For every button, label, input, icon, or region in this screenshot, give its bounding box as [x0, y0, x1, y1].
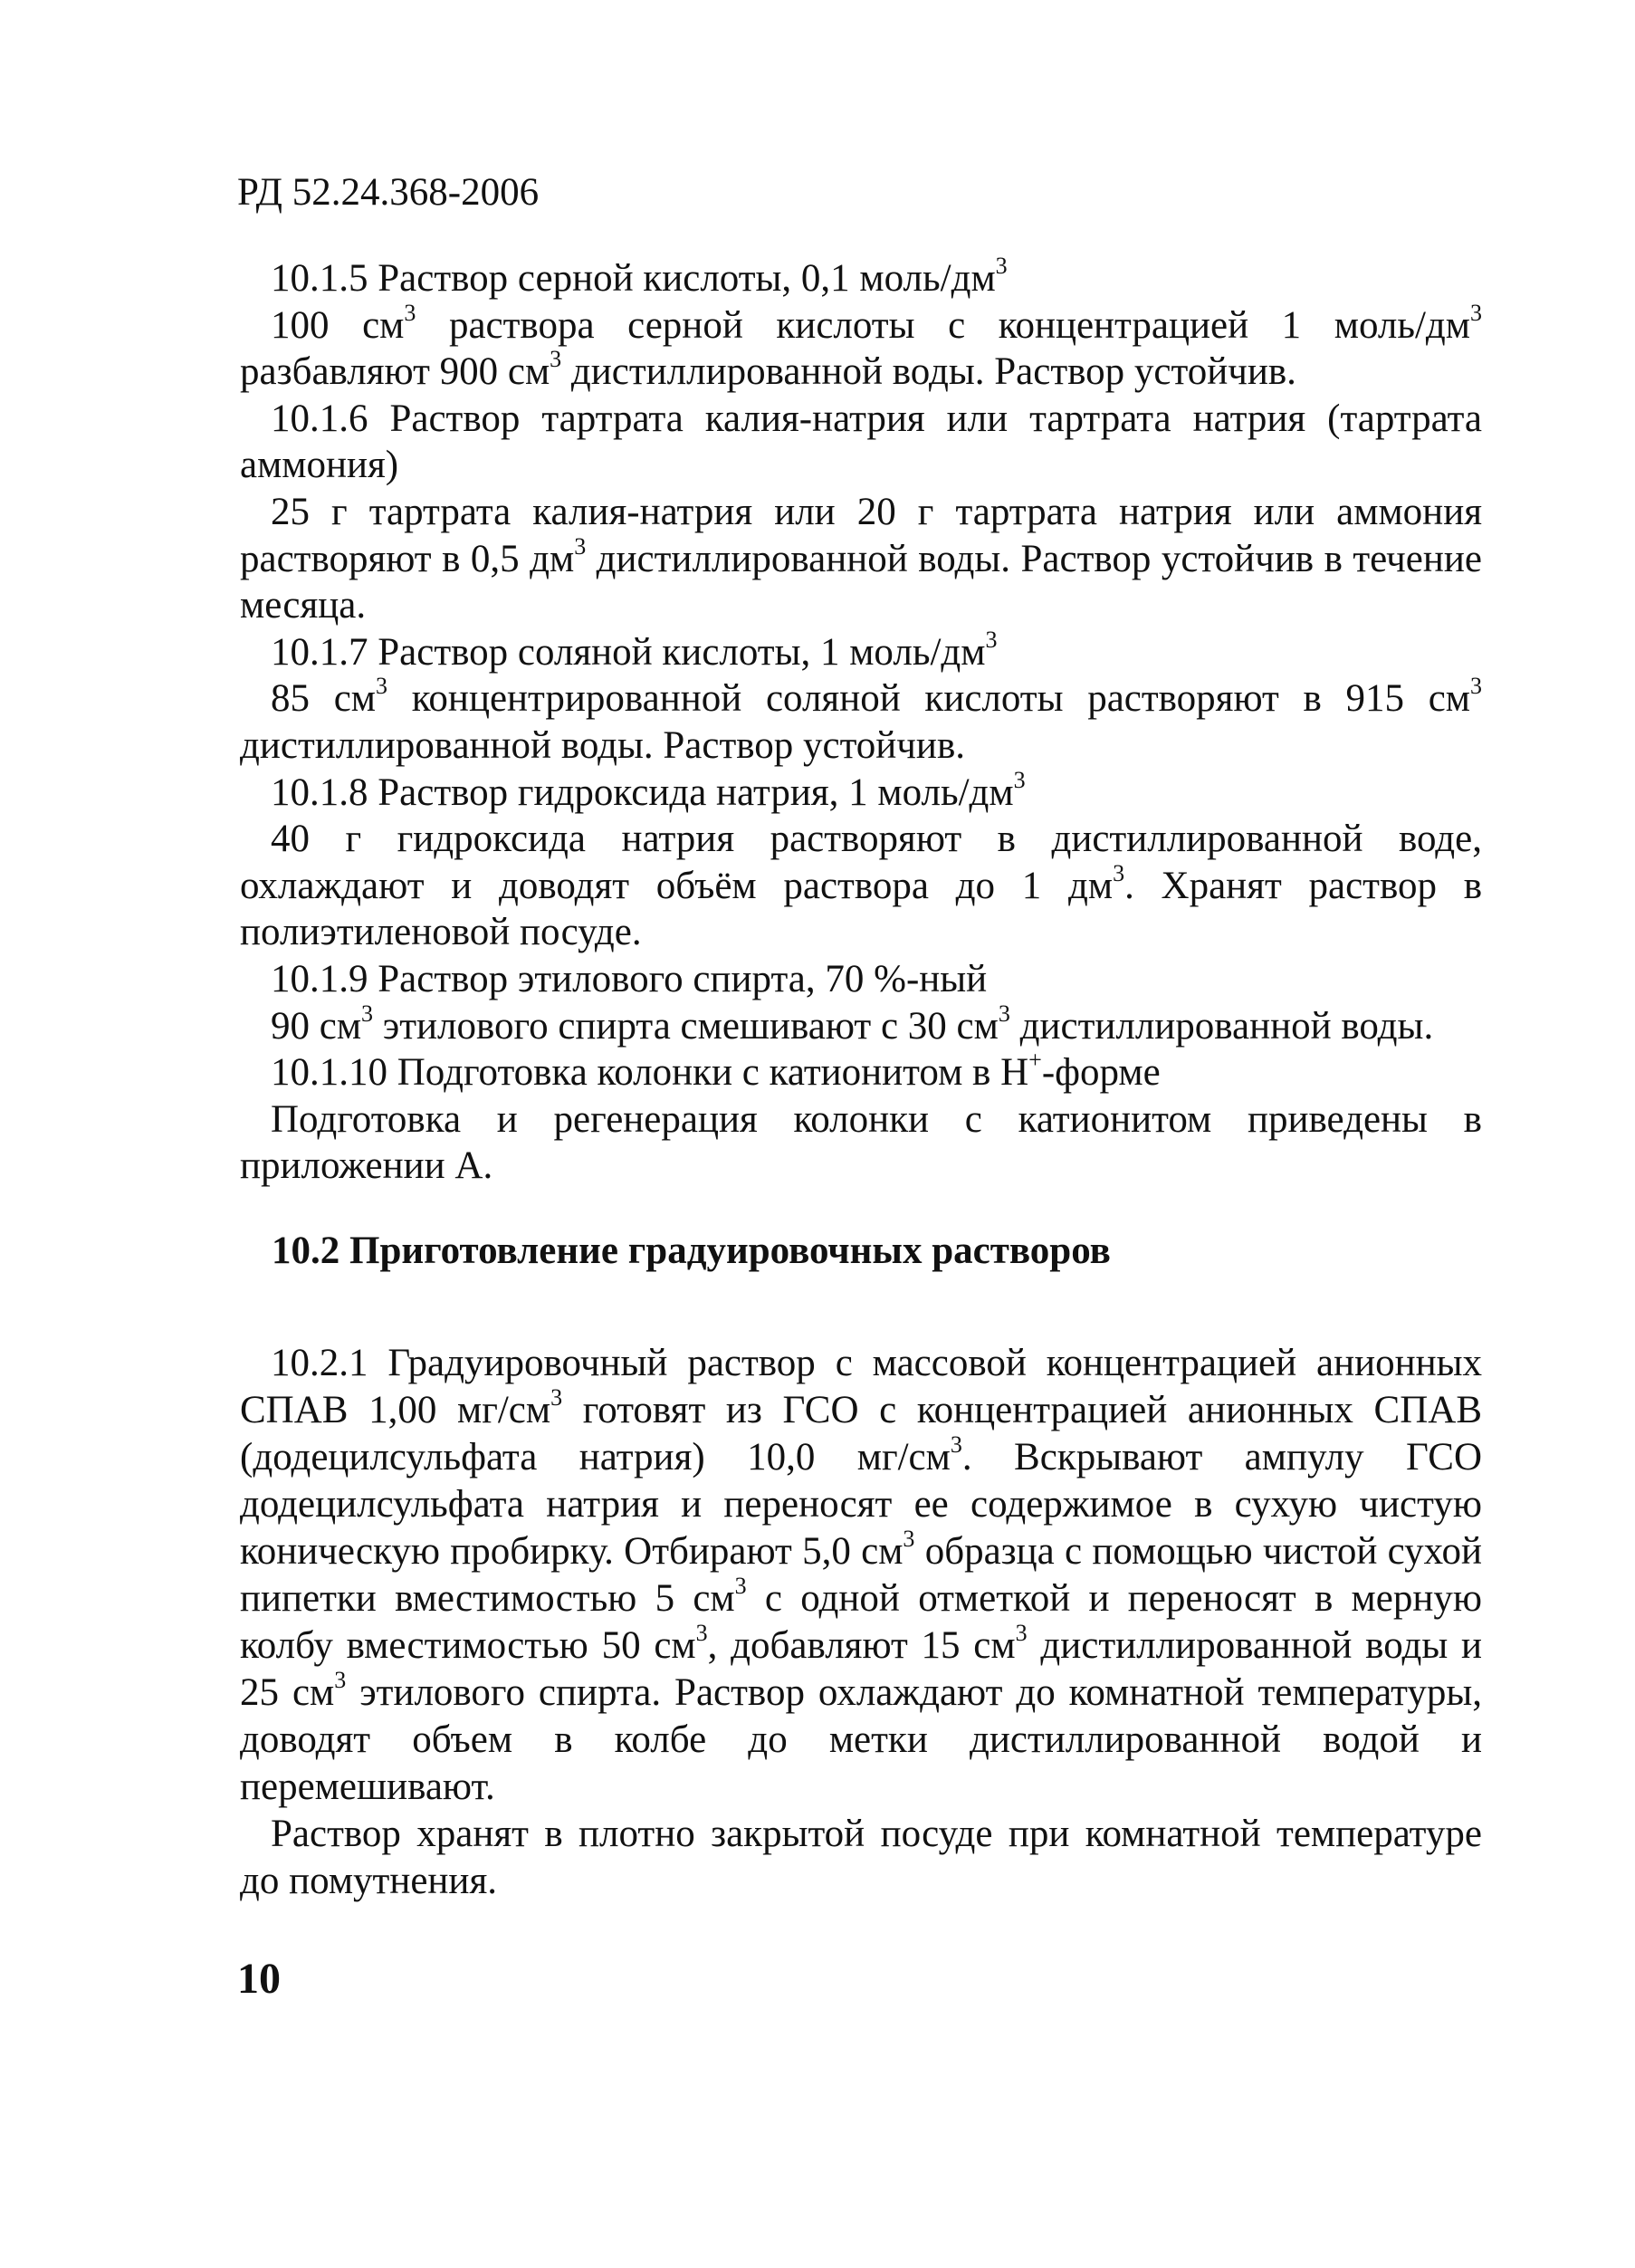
superscript: 3 — [361, 1000, 374, 1027]
item-title-text: -форме — [1041, 1051, 1161, 1095]
superscript: 3 — [995, 253, 1008, 279]
text-fragment: 90 см — [271, 1004, 362, 1048]
section-10-2-body — [240, 1340, 1482, 1905]
section-10-1-body — [240, 255, 1482, 1190]
item-10-1-7-title — [240, 626, 1482, 676]
superscript: 3 — [1113, 859, 1125, 886]
text-fragment: дистиллированной воды. — [1009, 1004, 1434, 1048]
item-10-1-6-text — [240, 489, 1482, 629]
item-10-1-8-title — [240, 766, 1482, 817]
text-fragment: этилового спирта смешивают с 30 см — [373, 1004, 999, 1048]
superscript: 3 — [1470, 299, 1483, 326]
superscript: 3 — [550, 1384, 563, 1411]
text-fragment: готовят из ГСО с концентрацией анионных СПАВ (додецилсульфата натрия) 10,0 мг/см — [240, 1389, 1482, 1479]
superscript: 3 — [376, 673, 388, 700]
text-fragment: разбавляют 900 см — [240, 350, 550, 394]
item-10-1-9-text — [240, 1000, 1482, 1050]
superscript: 3 — [1470, 673, 1483, 700]
item-title-text: 10.1.5 Раствор серной кислоты, 0,1 моль/дм — [271, 257, 996, 300]
text-fragment: 40 г гидроксида натрия растворяют в дистиллированной воде, охлаждают и доводят объём раствора до 1 дм — [240, 818, 1482, 907]
text-fragment: раствора серной кислоты с концентрацией 1 моль/дм — [416, 303, 1471, 347]
text-fragment: дистиллированной воды. Раствор устойчив. — [240, 723, 966, 767]
item-10-1-9-title: 10.1.9 Раствор этилового спирта, 70 %-ный — [271, 957, 988, 1000]
superscript: 3 — [903, 1526, 915, 1552]
text-fragment: дистиллированной воды. Раствор устойчив в течение месяца. — [240, 537, 1482, 627]
text-fragment: 25 г тартрата калия-натрия или 20 г тартрата натрия или аммония растворяют в 0,5 дм — [240, 490, 1482, 580]
text-fragment: , добавляют 15 см — [707, 1624, 1016, 1667]
superscript: 3 — [695, 1620, 708, 1646]
text-fragment: этилового спирта. Раствор охлаждают до комнатной температуры, доводят объем в колбе до метки дистиллированной водой и перемешивают. — [240, 1671, 1483, 1808]
text-fragment: дистиллированной воды. Раствор устойчив. — [561, 350, 1296, 394]
item-10-1-8-text — [240, 816, 1482, 956]
superscript: 3 — [574, 532, 587, 560]
item-title-text: 10.1.8 Раствор гидроксида натрия, 1 моль/дм — [271, 770, 1014, 814]
item-10-2-1-text — [240, 1340, 1482, 1811]
superscript: 3 — [1013, 766, 1026, 793]
superscript: 3 — [998, 1000, 1010, 1027]
item-10-1-10-title — [240, 1049, 1482, 1096]
item-10-1-6-title: 10.1.6 Раствор тартрата калия-натрия или тартрата натрия (тартрата аммония) — [240, 397, 1482, 487]
superscript: + — [1028, 1047, 1042, 1074]
document-code: РД 52.24.368-2006 — [237, 171, 540, 214]
section-10-2-heading: 10.2 Приготовление градуировочных растворов — [272, 1230, 1111, 1272]
superscript: 3 — [950, 1431, 962, 1458]
item-10-1-5-text — [240, 299, 1483, 396]
page-number: 10 — [237, 1955, 281, 2003]
text-fragment: . Вскрывают ампулу ГСО додецилсульфата натрия и переносят ее содержимое в сухую чистую коническую пробирку. Отбирают 5,0 см — [240, 1436, 1482, 1573]
text-fragment: дистиллированной воды и 25 см — [240, 1624, 1482, 1714]
text-fragment: с одной отметкой и переносят в мерную колбу вместимостью 50 см — [240, 1577, 1482, 1667]
item-10-1-10-text: Подготовка и регенерация колонки с катионитом приведены в приложении А. — [240, 1097, 1482, 1188]
item-title-text: 10.1.10 Подготовка колонки с катионитом в Н — [271, 1051, 1029, 1095]
text-fragment: 10.2.1 Градуировочный раствор с массовой концентрацией анионных СПАВ 1,00 мг/см — [240, 1342, 1482, 1431]
superscript: 3 — [334, 1667, 347, 1693]
item-10-1-5-title — [240, 255, 1482, 302]
item-10-2-storage-text: Раствор хранят в плотно закрытой посуде при комнатной температуре до помутнения. — [240, 1813, 1482, 1902]
text-fragment: 85 см — [271, 677, 377, 721]
text-fragment: . Хранят раствор в полиэтиленовой посуде. — [240, 864, 1482, 954]
superscript: 3 — [550, 346, 562, 373]
text-fragment: 100 см — [271, 303, 405, 347]
superscript: 3 — [404, 299, 416, 326]
text-fragment: образца с помощью чистой сухой пипетки вместимостью 5 см — [240, 1530, 1482, 1620]
item-10-1-7-text — [240, 675, 1482, 769]
text-fragment: концентрированной соляной кислоты растворяют в 915 см — [387, 677, 1471, 721]
item-title-text: 10.1.7 Раствор соляной кислоты, 1 моль/дм — [271, 630, 986, 674]
superscript: 3 — [1015, 1620, 1028, 1646]
superscript: 3 — [734, 1573, 747, 1599]
superscript: 3 — [985, 626, 998, 653]
